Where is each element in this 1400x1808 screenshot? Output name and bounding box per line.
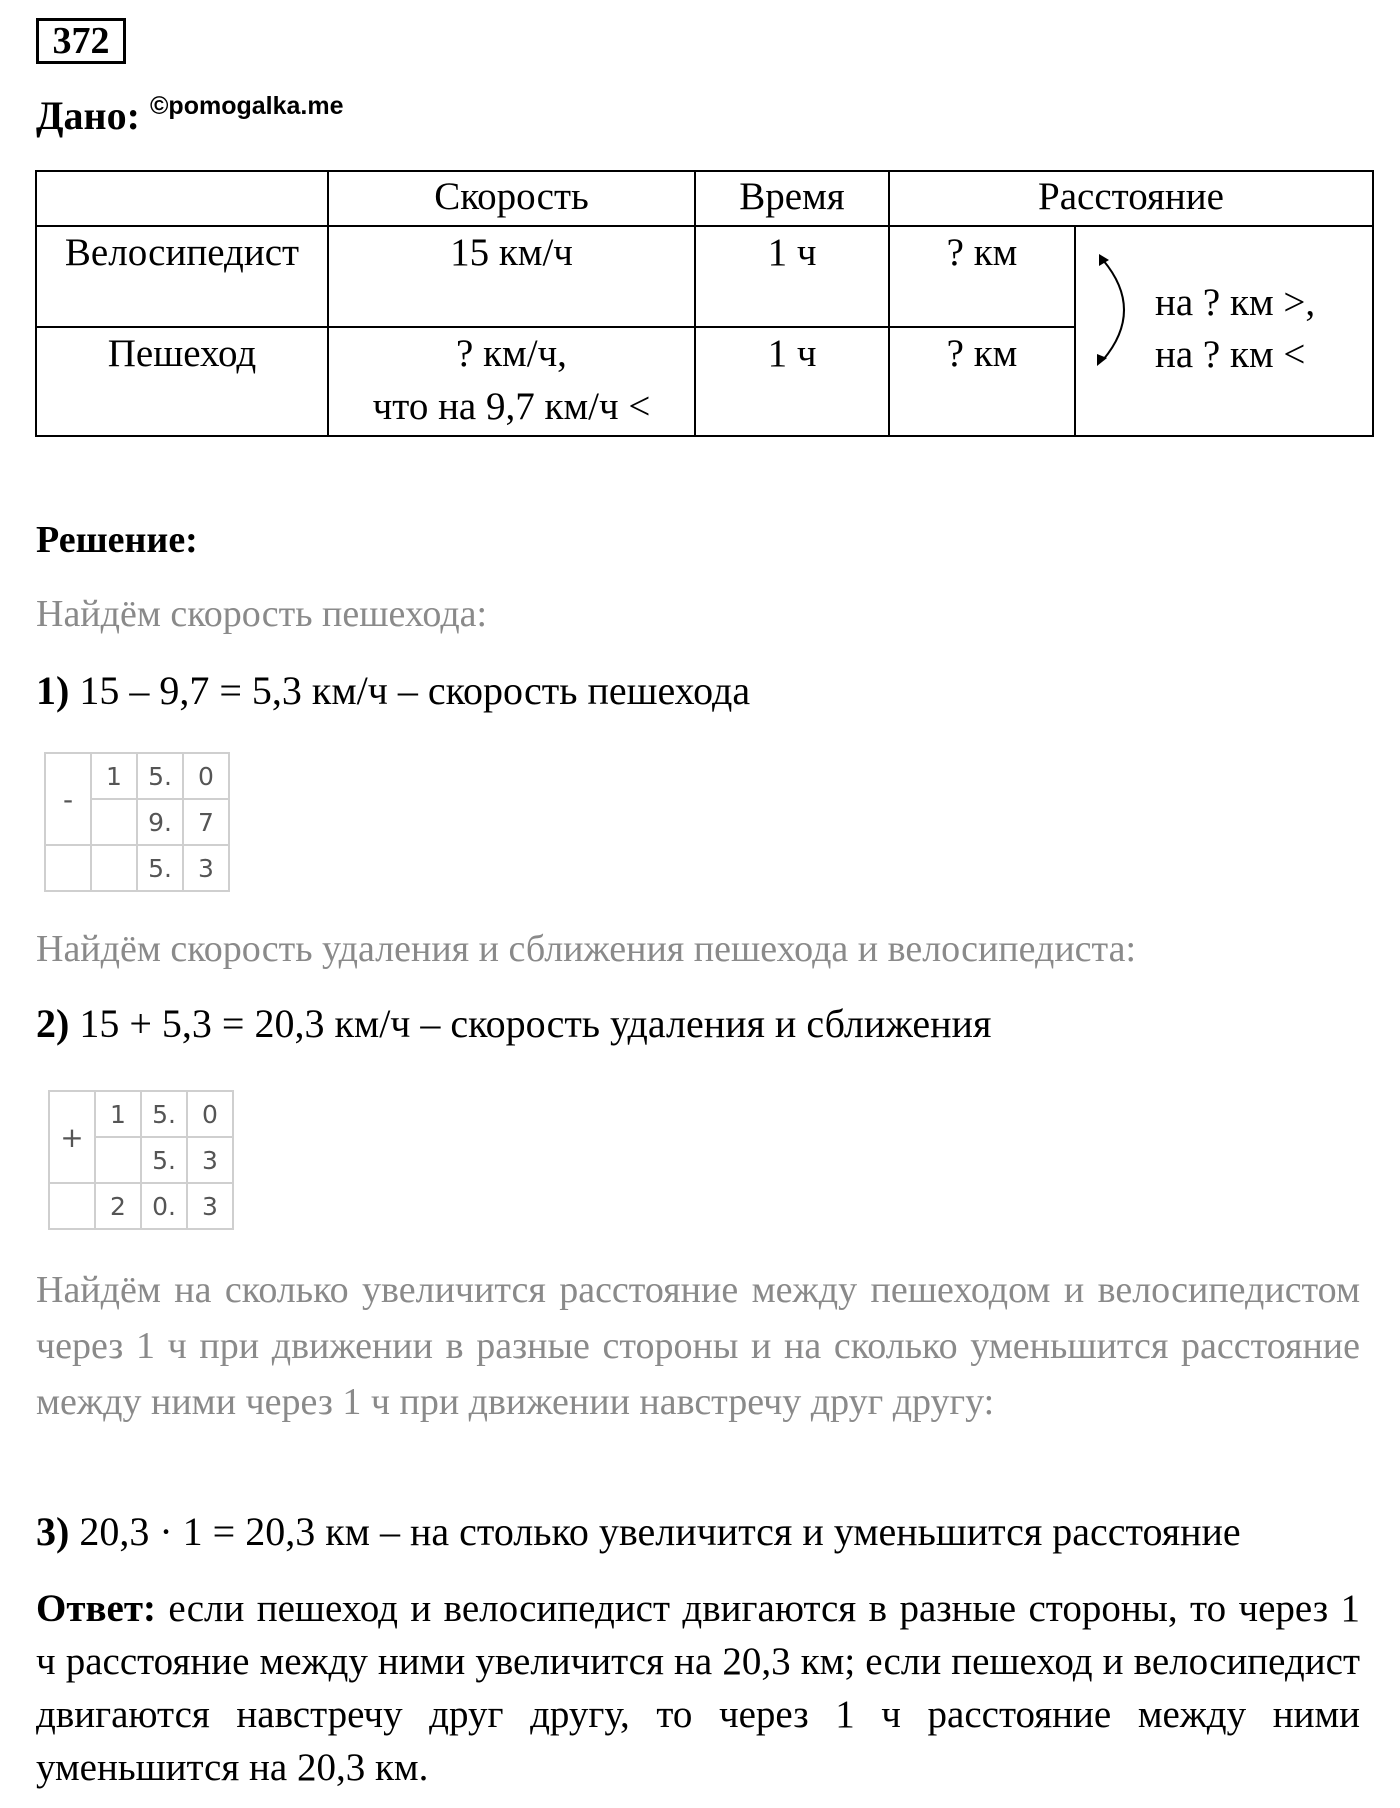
calc-sign: - <box>45 753 91 845</box>
row-cyclist-distance: ? км <box>946 231 1018 274</box>
hint-find-approach-speed: Найдём скорость удаления и сближения пешехода и велосипедиста: <box>36 928 1137 970</box>
solution-heading: Решение: <box>36 519 198 561</box>
calc-digit: 9. <box>137 799 183 845</box>
step-2 <box>36 1000 991 1047</box>
addition-column-calc <box>48 1090 234 1230</box>
row-cyclist-time: 1 ч <box>767 231 817 274</box>
row-pedestrian-distance: ? км <box>946 332 1018 375</box>
row-cyclist-speed: 15 км/ч <box>450 231 573 274</box>
answer-label: Ответ: <box>36 1587 157 1630</box>
calc-digit: 0 <box>187 1091 233 1137</box>
calc-digit: 3 <box>187 1183 233 1229</box>
row-pedestrian-speed-line2: что на 9,7 км/ч < <box>372 385 651 428</box>
double-arrow-icon <box>1085 250 1155 370</box>
calc-empty <box>45 845 91 891</box>
header-speed: Скорость <box>434 175 589 218</box>
header-distance: Расстояние <box>1038 175 1224 218</box>
calc-digit: 3 <box>183 845 229 891</box>
difference-less: на ? км < <box>1155 333 1306 376</box>
step-3 <box>36 1508 1241 1555</box>
step-1 <box>36 667 750 714</box>
header-time: Время <box>739 175 845 218</box>
row-pedestrian-time: 1 ч <box>767 332 817 375</box>
calc-digit: 0 <box>183 753 229 799</box>
answer-text: если пешеход и велосипедист двигаются в разные стороны, то через 1 ч расстояние между ними увеличится на 20,3 км; если пешеход и велосипедист двигаются навстречу друг другу, то через 1 ч расстояние между ними уменьшится на 20,3 км. <box>36 1587 1360 1789</box>
watermark: ©pomogalka.me <box>150 92 344 120</box>
calc-digit <box>91 845 137 891</box>
calc-digit: 5. <box>141 1091 187 1137</box>
calc-digit <box>95 1137 141 1183</box>
row-pedestrian-speed-line1: ? км/ч, <box>456 332 567 375</box>
calc-digit: 7 <box>183 799 229 845</box>
hint-find-pedestrian-speed: Найдём скорость пешехода: <box>36 593 488 635</box>
task-number: 372 <box>36 18 126 64</box>
difference-more: на ? км >, <box>1155 281 1316 324</box>
given-heading: Дано: <box>36 93 140 138</box>
hint-find-distance-change: Найдём на сколько увеличится расстояние между пешеходом и велосипедистом через 1 ч при движении в разные стороны и на сколько уменьшится расстояние между ними через 1 ч при движении навстречу друг другу: <box>36 1269 1360 1423</box>
calc-empty <box>49 1183 95 1229</box>
calc-digit: 2 <box>95 1183 141 1229</box>
calc-digit: 5. <box>137 845 183 891</box>
calc-digit: 0. <box>141 1183 187 1229</box>
calc-sign: + <box>49 1091 95 1183</box>
calc-digit: 5. <box>141 1137 187 1183</box>
step-3-number: 3) <box>36 1509 70 1554</box>
step-1-number: 1) <box>36 668 70 713</box>
row-pedestrian-name: Пешеход <box>107 332 257 375</box>
calc-digit <box>91 799 137 845</box>
calc-digit: 5. <box>137 753 183 799</box>
step-3-text: 20,3 · 1 = 20,3 км – на столько увеличится и уменьшится расстояние <box>79 1509 1241 1554</box>
calc-digit: 3 <box>187 1137 233 1183</box>
given-table <box>35 170 1374 437</box>
calc-digit: 1 <box>91 753 137 799</box>
step-2-number: 2) <box>36 1001 70 1046</box>
calc-digit: 1 <box>95 1091 141 1137</box>
step-1-text: 15 – 9,7 = 5,3 км/ч – скорость пешехода <box>79 668 751 713</box>
row-cyclist-name: Велосипедист <box>64 231 300 274</box>
step-2-text: 15 + 5,3 = 20,3 км/ч – скорость удаления и сближения <box>79 1001 992 1046</box>
subtraction-column-calc <box>44 752 230 892</box>
answer-paragraph <box>36 1582 1360 1794</box>
